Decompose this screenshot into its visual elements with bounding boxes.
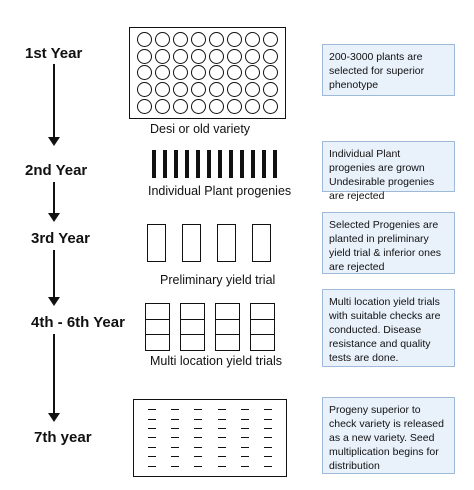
field-row-dash (264, 456, 272, 457)
progeny-bar (240, 150, 244, 178)
field-row-dash (194, 456, 202, 457)
field-row-dash (194, 409, 202, 410)
year-label-1: 1st Year (25, 45, 83, 62)
plant-circle (173, 82, 188, 97)
plant-circle (137, 49, 152, 64)
down-arrow-2 (53, 182, 55, 214)
note-stage-4: Multi location yield trials with suitable checks are conducted. Disease resistance and quality tests are done. (322, 289, 455, 367)
location-plot-cell (251, 304, 274, 320)
plant-circle (263, 65, 278, 80)
caption-stage-3: Preliminary yield trial (160, 273, 276, 287)
note-stage-3: Selected Progenies are planted in preliminary yield trial & inferior ones are rejected (322, 212, 455, 274)
field-row-dash (194, 419, 202, 420)
plant-circle (155, 49, 170, 64)
field-row-dash (194, 466, 202, 467)
multi-location-trial-plots (145, 303, 275, 351)
field-row-dash (241, 428, 249, 429)
field-row-dash (218, 447, 226, 448)
seed-multiplication-field (133, 399, 287, 477)
year-label-5: 7th year (34, 429, 92, 446)
plant-circle (137, 32, 152, 47)
field-row-dash (218, 409, 226, 410)
plant-circle (191, 82, 206, 97)
plant-circle (173, 32, 188, 47)
location-plot-cell (181, 320, 204, 336)
location-plot-cell (146, 335, 169, 350)
plant-circle (137, 82, 152, 97)
note-stage-1: 200-3000 plants are selected for superior phenotype (322, 44, 455, 96)
plant-circle (173, 99, 188, 114)
field-row-dash (218, 456, 226, 457)
field-row-dash (171, 419, 179, 420)
plant-circle (191, 49, 206, 64)
plant-circle (137, 65, 152, 80)
plant-population-grid (129, 27, 286, 119)
location-plot (250, 303, 275, 351)
location-plot-cell (181, 304, 204, 320)
progeny-bar (207, 150, 211, 178)
down-arrow-1 (53, 64, 55, 138)
caption-stage-4: Multi location yield trials (150, 354, 282, 368)
location-plot-cell (146, 320, 169, 336)
location-plot-cell (251, 335, 274, 350)
progeny-bar (262, 150, 266, 178)
field-row-dash (148, 466, 156, 467)
note-stage-2: Individual Plant progenies are grown Undesirable progenies are rejected (322, 141, 455, 192)
progeny-bar (229, 150, 233, 178)
field-row-dash (241, 447, 249, 448)
location-plot-cell (181, 335, 204, 350)
progeny-bar (251, 150, 255, 178)
field-row-dash (218, 419, 226, 420)
field-row-dash (241, 437, 249, 438)
plant-circle (173, 49, 188, 64)
location-plot-cell (216, 320, 239, 336)
plant-circle (155, 65, 170, 80)
year-label-2: 2nd Year (25, 162, 88, 179)
trial-plot (252, 224, 271, 262)
field-row-dash (148, 447, 156, 448)
plant-circle (245, 65, 260, 80)
field-row-dash (264, 428, 272, 429)
plant-circle (227, 82, 242, 97)
field-row-dash (171, 437, 179, 438)
field-row-dash (171, 409, 179, 410)
progeny-bar (163, 150, 167, 178)
plant-circle (245, 49, 260, 64)
down-arrow-3 (53, 250, 55, 298)
plant-circle (209, 32, 224, 47)
plant-circle (209, 99, 224, 114)
caption-stage-2: Individual Plant progenies (148, 184, 292, 198)
progeny-bar (273, 150, 277, 178)
field-row-dash (148, 419, 156, 420)
field-row-dash (218, 437, 226, 438)
plant-circle (209, 65, 224, 80)
field-row-dash (194, 437, 202, 438)
location-plot-cell (251, 320, 274, 336)
plant-circle (155, 82, 170, 97)
field-row-dash (171, 428, 179, 429)
trial-plot (182, 224, 201, 262)
plant-circle (245, 32, 260, 47)
field-row-dash (171, 456, 179, 457)
field-row-dash (241, 456, 249, 457)
progeny-bar (196, 150, 200, 178)
note-stage-5: Progeny superior to check variety is released as a new variety. Seed multiplication begins for distribution (322, 397, 455, 474)
field-row-dash (148, 428, 156, 429)
progeny-bar (185, 150, 189, 178)
caption-stage-1: Desi or old variety (150, 122, 251, 136)
plant-circle (263, 32, 278, 47)
plant-circle (245, 82, 260, 97)
field-row-dash (148, 437, 156, 438)
field-row-dash (148, 409, 156, 410)
plant-circle (209, 49, 224, 64)
field-row-dash (171, 466, 179, 467)
location-plot-cell (146, 304, 169, 320)
plant-circle (191, 65, 206, 80)
field-row-dash (194, 447, 202, 448)
down-arrow-4 (53, 334, 55, 414)
plant-circle (155, 32, 170, 47)
plant-circle (227, 65, 242, 80)
progeny-bar (152, 150, 156, 178)
trial-plot (147, 224, 166, 262)
plant-circle (227, 32, 242, 47)
plant-circle (191, 99, 206, 114)
plant-circle (263, 49, 278, 64)
plant-progeny-rows (152, 150, 277, 178)
field-row-dash (241, 409, 249, 410)
location-plot-cell (216, 335, 239, 350)
location-plot-cell (216, 304, 239, 320)
plant-circle (155, 99, 170, 114)
plant-circle (245, 99, 260, 114)
field-row-dash (218, 466, 226, 467)
field-row-dash (241, 419, 249, 420)
progeny-bar (218, 150, 222, 178)
year-label-4: 4th - 6th Year (31, 314, 125, 331)
location-plot (215, 303, 240, 351)
field-row-dash (241, 466, 249, 467)
field-row-dash (264, 466, 272, 467)
plant-circle (263, 82, 278, 97)
field-row-dash (194, 428, 202, 429)
location-plot (145, 303, 170, 351)
preliminary-trial-plots (147, 224, 271, 262)
field-row-dash (148, 456, 156, 457)
field-row-dash (264, 419, 272, 420)
year-label-3: 3rd Year (31, 230, 90, 247)
plant-circle (191, 32, 206, 47)
plant-circle (137, 99, 152, 114)
location-plot (180, 303, 205, 351)
plant-circle (227, 99, 242, 114)
plant-circle (209, 82, 224, 97)
field-row-dash (218, 428, 226, 429)
plant-circle (173, 65, 188, 80)
field-row-dash (264, 437, 272, 438)
plant-circle (263, 99, 278, 114)
trial-plot (217, 224, 236, 262)
field-row-dash (264, 409, 272, 410)
plant-circle (227, 49, 242, 64)
field-row-dash (171, 447, 179, 448)
field-row-dash (264, 447, 272, 448)
progeny-bar (174, 150, 178, 178)
